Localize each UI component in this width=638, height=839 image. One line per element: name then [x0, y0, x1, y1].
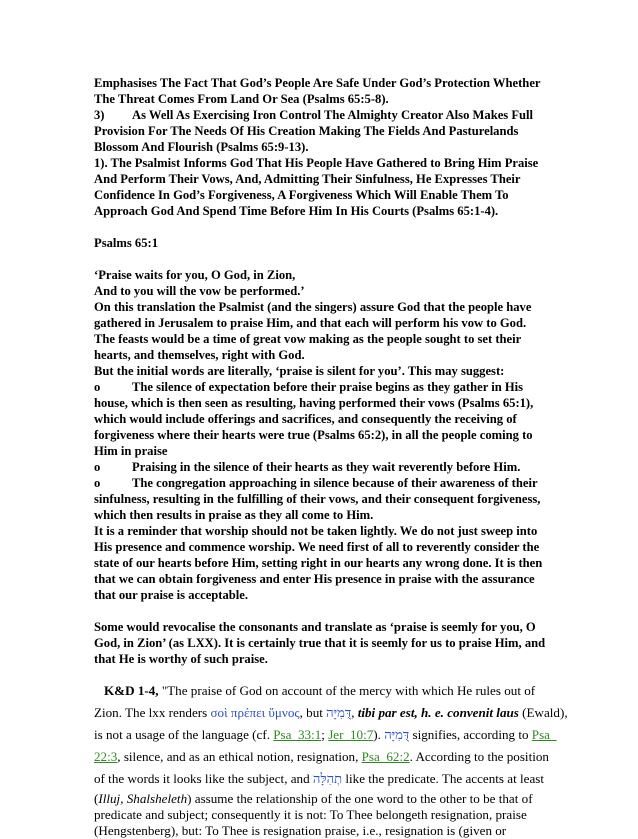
scripture-link-psa-33-1[interactable]: Psa_33:1: [273, 727, 322, 742]
kd-line-2-c: ,: [351, 705, 358, 720]
kd-line-6-a: (: [94, 791, 99, 806]
kd-line-4: [94, 748, 549, 765]
kd-line-3-b: ).: [373, 727, 385, 742]
kd-line-1-text: "The praise of God on account of the mercy with which He rules out of: [158, 683, 536, 698]
body2-line-4: that we can obtain forgiveness and enter His presence in praise with the assurance: [94, 572, 535, 586]
kd-italic-accents: Illuj, Shalsheleth: [98, 791, 188, 806]
point1-line-1: 1). The Psalmist Informs God That His People Have Gathered to Bring Him Praise: [94, 156, 539, 170]
body3-line-1: Some would revocalise the consonants and translate as ‘praise is seemly for you, O: [94, 620, 536, 634]
kd-line-2-d: (Ewald),: [518, 705, 568, 720]
bullet3-line-3: which then results in praise as they all come to Him.: [94, 508, 374, 522]
hebrew-word: תְהִלָּה: [312, 771, 343, 786]
scripture-link-jer-10-7[interactable]: Jer_10:7: [328, 727, 374, 742]
point1-line-4: Approach God And Spend Time Before Him In His Courts (Psalms 65:1-4).: [94, 204, 499, 218]
hebrew-word: דֻּמִיָּה: [326, 705, 352, 720]
kd-line-5: [94, 770, 544, 787]
bullet3-line-1: [94, 475, 538, 491]
bullet1-line-4: forgiveness where their hearts were true (Psalms 65:2), in all the people coming to: [94, 428, 533, 442]
body1-line-5: The feasts would be a time of great vow making as the people sought to set their: [94, 332, 522, 346]
body3-line-3: that He is worthy of such praise.: [94, 652, 268, 666]
kd-line-2-b: , but: [299, 705, 327, 720]
kd-line-4-a: , silence, and as an ethical notion, resignation,: [117, 749, 362, 764]
kd-label: K&D 1-4,: [104, 683, 159, 698]
kd-line-3: [94, 726, 557, 743]
point3-line-2: Provision For The Needs Of His Creation Making The Fields And Pasturelands: [94, 124, 519, 138]
intro-line-1: Emphasises The Fact That God’s People Are Safe Under God’s Protection Whether: [94, 76, 541, 90]
bullet3-line-2: sinfulness, resulting in the fulfilling of their vows, and their consequent forgiveness,: [94, 492, 541, 506]
bullet1-line-2: house, which is then seen as resulting, having performed their vows (Psalms 65:1),: [94, 396, 534, 410]
point1-line-3: Confidence In God’s Forgiveness, A Forgiveness Which Will Enable Them To: [94, 188, 509, 202]
kd-line-6-b: ) assume the relationship of the one word to the other to be that of: [187, 791, 533, 806]
latin-italic: tibi par est, h. e. convenit laus: [357, 705, 519, 720]
point3-line-3: Blossom And Flourish (Psalms 65:9-13).: [94, 140, 309, 154]
kd-line-2-a: Zion. The lxx renders: [94, 705, 211, 720]
body2-line-2: His presence and commence worship. We need first of all to reverently consider the: [94, 540, 540, 554]
section-heading: Psalms 65:1: [94, 236, 159, 250]
kd-line-3-sep: ;: [321, 727, 329, 742]
bullet1-line-3: which would include offerings and sacrifices, and consequently the receiving of: [94, 412, 517, 426]
scripture-link-psa-62-2[interactable]: Psa_62:2: [361, 749, 410, 764]
body2-line-5: that our praise is acceptable.: [94, 588, 249, 602]
kd-line-2: [94, 704, 568, 721]
point3-text-1: As Well As Exercising Iron Control The Almighty Creator Also Makes Full: [132, 108, 534, 122]
body1-line-6: hearts, and themselves, right with God.: [94, 348, 305, 362]
body1-line-4: gathered in Jerusalem to praise Him, and that each will perform his vow to God.: [94, 316, 527, 330]
body3-line-2: God, in Zion’ (as LXX). It is certainly true that it is seemly for us to praise Him, and: [94, 636, 546, 650]
bullet1-line-5: Him in praise: [94, 444, 168, 458]
bullet-marker: o: [94, 460, 101, 474]
kd-line-1: [104, 682, 535, 699]
kd-line-5-a: of the words it looks like the subject, and: [94, 771, 313, 786]
kd-line-4-b: . According to the position: [409, 749, 549, 764]
body1-line-1: ‘Praise waits for you, O God, in Zion,: [94, 268, 296, 282]
point3-number: 3): [94, 108, 105, 122]
kd-line-8: (Hengstenberg), but: To Thee is resignation praise, i.e., resignation is (given or: [94, 823, 507, 838]
hebrew-word: דֻּמִיָּה: [384, 727, 410, 742]
body1-line-3: On this translation the Psalmist (and the singers) assure God that the people have: [94, 300, 532, 314]
scripture-link-psa-22-3[interactable]: Psa_: [531, 727, 557, 742]
kd-line-7: predicate and subject; consequently it is not: To Thee belongeth resignation, praise: [94, 807, 527, 822]
bullet3-text-1: The congregation approaching in silence because of their awareness of their: [132, 476, 538, 490]
bullet2-text: Praising in the silence of their hearts as they wait reverently before Him.: [132, 460, 521, 474]
body1-line-2: And to you will the vow be performed.’: [94, 284, 305, 298]
body2-line-3: state of our hearts before Him, setting right in our hearts any wrong done. It is then: [94, 556, 543, 570]
greek-text: σοὶ πρέπει ὕμνος: [210, 705, 300, 720]
kd-line-3-a: is not a usage of the language (cf.: [94, 727, 274, 742]
body2-line-1: It is a reminder that worship should not be taken lightly. We do not just sweep into: [94, 524, 538, 538]
kd-line-5-b: like the predicate. The accents at least: [342, 771, 544, 786]
bullet1-line-1: [94, 379, 523, 395]
bullet-marker: o: [94, 380, 101, 394]
kd-line-6: [94, 790, 533, 807]
kd-line-3-c: signifies, according to: [409, 727, 532, 742]
scripture-link-psa-22-3-cont[interactable]: 22:3: [94, 749, 118, 764]
body1-line-7: But the initial words are literally, ‘praise is silent for you’. This may suggest:: [94, 364, 505, 378]
bullet-marker: o: [94, 476, 101, 490]
intro-line-2: The Threat Comes From Land Or Sea (Psalms 65:5-8).: [94, 92, 389, 106]
bullet2-line-1: [94, 459, 520, 475]
point1-line-2: And Perform Their Vows, And, Admitting Their Sinfulness, He Expresses Their: [94, 172, 521, 186]
point3-line-1: [94, 107, 533, 123]
bullet1-text-1: The silence of expectation before their praise begins as they gather in His: [132, 380, 524, 394]
